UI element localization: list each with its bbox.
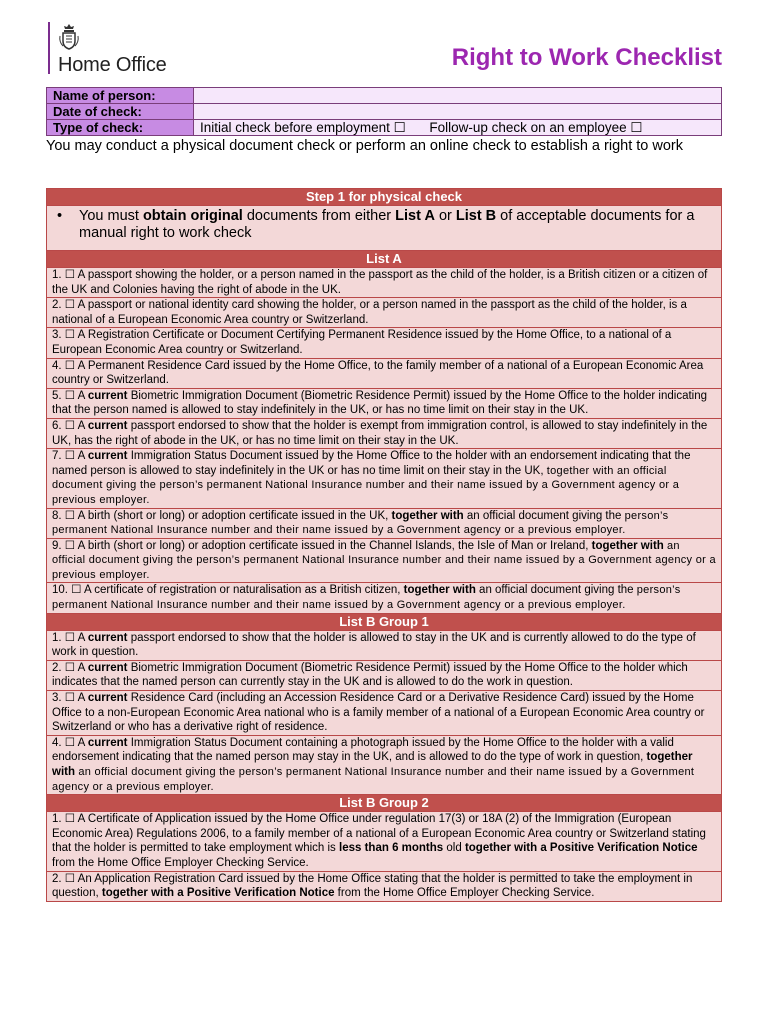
list-b-group2-header: List B Group 2 bbox=[47, 795, 722, 812]
step1-header: Step 1 for physical check bbox=[47, 189, 722, 206]
name-label: Name of person: bbox=[47, 88, 194, 104]
initial-check-option[interactable]: Initial check before employment ☐ bbox=[200, 120, 406, 135]
step1-text: You must obtain original documents from either List A or List B of acceptable documents for a manual right to work check bbox=[79, 208, 695, 241]
followup-check-option[interactable]: Follow-up check on an employee ☐ bbox=[429, 120, 643, 135]
list-item[interactable]: 8. ☐ A birth (short or long) or adoption certificate issued in the UK, together with an official document giving the person’s permanent National Insurance number and their name issued by a Government agency or a previous employer. bbox=[47, 508, 722, 538]
list-item[interactable]: 4. ☐ A Permanent Residence Card issued by the Home Office, to the family member of a national of a European Economic Area country or Switzerland. bbox=[47, 358, 722, 388]
list-item[interactable]: 2. ☐ An Application Registration Card issued by the Home Office stating that the holder is permitted to take the employment in question, together with a Positive Verification Notice from the Home Office Employer Checking Service. bbox=[47, 871, 722, 901]
royal-crest-icon bbox=[58, 22, 80, 52]
list-b-group1-header: List B Group 1 bbox=[47, 613, 722, 630]
person-info-table bbox=[46, 87, 722, 136]
intro-text: You may conduct a physical document check or perform an online check to establish a right to work bbox=[46, 138, 683, 154]
list-item[interactable]: 1. ☐ A passport showing the holder, or a person named in the passport as the child of the holder, is a British citizen or a citizen of the UK and Colonies having the right of abode in the UK. bbox=[47, 268, 722, 298]
list-item[interactable]: 6. ☐ A current passport endorsed to show that the holder is exempt from immigration control, is allowed to stay indefinitely in the UK, has the right of abode in the UK, or has no time limit on their stay in the UK. bbox=[47, 418, 722, 448]
step1-instruction bbox=[47, 206, 722, 251]
type-label: Type of check: bbox=[47, 120, 194, 136]
list-item[interactable]: 1. ☐ A current passport endorsed to show that the holder is allowed to stay in the UK and is currently allowed to do the type of work in question. bbox=[47, 630, 722, 660]
page-title: Right to Work Checklist bbox=[451, 44, 722, 71]
list-item[interactable]: 2. ☐ A current Biometric Immigration Document (Biometric Residence Permit) issued by the Home Office to the holder which indicates that the named person can currently stay in the UK and is allowed to do the work in question. bbox=[47, 660, 722, 690]
list-item[interactable]: 4. ☐ A current Immigration Status Document containing a photograph issued by the Home Office to the holder with a valid endorsement indicating that the named person may stay in the UK, and is allowed to do the type of work in question, together with an official document giving the person’s permanent National Insurance number and their name issued by a Government agency or a previous employer. bbox=[47, 735, 722, 794]
logo-divider bbox=[48, 22, 50, 74]
list-a-header: List A bbox=[47, 251, 722, 268]
list-item[interactable]: 7. ☐ A current Immigration Status Document issued by the Home Office to the holder with an endorsement indicating that the named person is allowed to stay indefinitely in the UK or has no time limit on their stay in the UK, together with an official document giving the person’s permanent National Insurance number and their name issued by a Government agency or a previous employer. bbox=[47, 449, 722, 508]
list-item[interactable]: 5. ☐ A current Biometric Immigration Document (Biometric Residence Permit) issued by the Home Office to the holder indicating that the person named is allowed to stay indefinitely in the UK, or has no time limit on their stay in the UK. bbox=[47, 388, 722, 418]
name-field[interactable] bbox=[194, 88, 722, 104]
list-item[interactable]: 3. ☐ A Registration Certificate or Document Certifying Permanent Residence issued by the Home Office, to a national of a European Economic Area country or Switzerland. bbox=[47, 328, 722, 358]
home-office-logo-text: Home Office bbox=[58, 54, 167, 76]
list-item[interactable]: 2. ☐ A passport or national identity card showing the holder, or a person named in the passport as the child of the holder, is a national of a European Economic Area country or Switzerland. bbox=[47, 298, 722, 328]
type-field bbox=[194, 120, 722, 136]
list-item[interactable]: 9. ☐ A birth (short or long) or adoption certificate issued in the Channel Islands, the Isle of Man or Ireland, together with an official document giving the person’s permanent National Insurance number and their name issued by a Government agency or a previous employer. bbox=[47, 538, 722, 583]
list-item[interactable]: 1. ☐ A Certificate of Application issued by the Home Office under regulation 17(3) or 18A (2) of the Immigration (European Economic Area) Regulations 2006, to a family member of a national of a European Economic Area country or Switzerland stating that the holder is permitted to take employment which is less than 6 months old together with a Positive Verification Notice from the Home Office Employer Checking Service. bbox=[47, 812, 722, 871]
date-label: Date of check: bbox=[47, 104, 194, 120]
list-item[interactable]: 10. ☐ A certificate of registration or naturalisation as a British citizen, together with an official document giving the person’s permanent National Insurance number and their name issued by a Government agency or a previous employer. bbox=[47, 583, 722, 613]
list-item[interactable]: 3. ☐ A current Residence Card (including an Accession Residence Card or a Derivative Residence Card) issued by the Home Office to a non-European Economic Area national who is a family member of a national of a European Economic Area country or Switzerland or who has a derivative right of residence. bbox=[47, 691, 722, 736]
checklist-table bbox=[46, 188, 722, 902]
page-header bbox=[0, 0, 768, 86]
date-field[interactable] bbox=[194, 104, 722, 120]
bullet-icon: • bbox=[57, 208, 63, 224]
